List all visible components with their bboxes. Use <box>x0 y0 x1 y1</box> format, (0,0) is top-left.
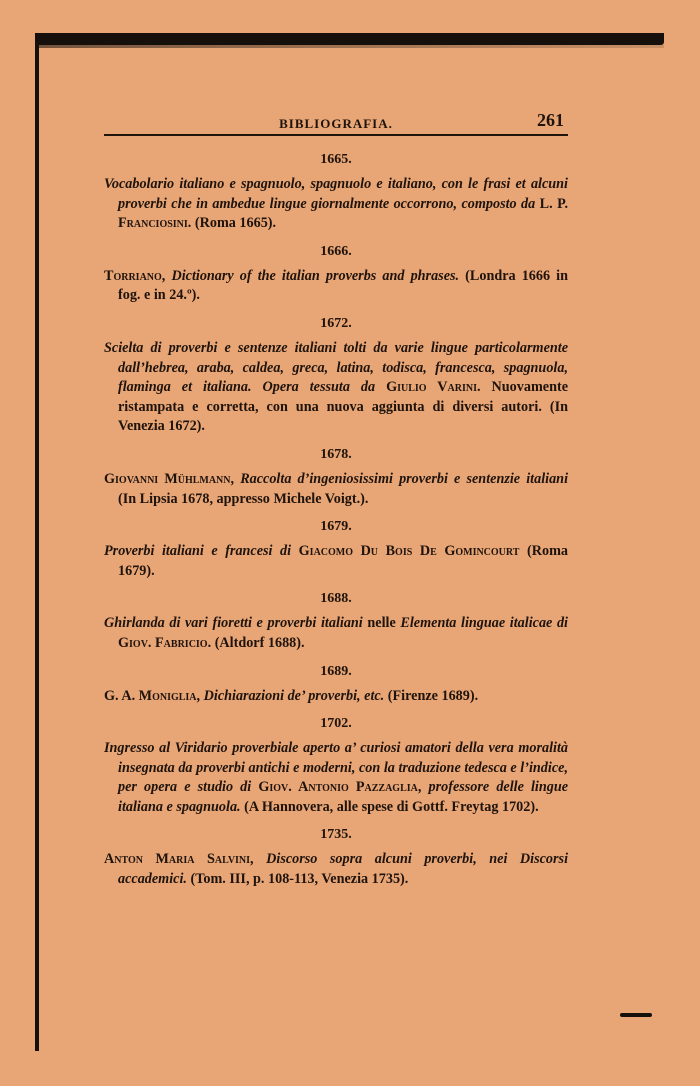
entry-note: (Roma 1665). <box>194 215 277 232</box>
year-heading: 1666. <box>320 243 352 259</box>
entry-title: Proverbi italiani e francesi di <box>104 543 292 560</box>
entry-title: Raccolta d’ingeniosissimi proverbi e sentenzie italiani <box>240 470 569 487</box>
entry-note: (Altdorf 1688). <box>214 634 305 651</box>
year-heading: 1689. <box>320 663 352 679</box>
entry-note: Nuovamente ristampata e corretta, con una nuova aggiunta di diversi autori. (In Venezia 1672). <box>118 379 568 435</box>
bibliography-entry <box>104 739 568 817</box>
year-heading: 1665. <box>320 152 352 167</box>
entry-connector: nelle <box>367 615 396 632</box>
entry-title: Discorso sopra alcuni proverbi, nei Discorsi accademici. <box>118 851 569 888</box>
scan-mark <box>620 1013 652 1017</box>
entry-title: Scielta di proverbi e sentenze italiani tolti da varie lingue particolarmente dall’hebrea, araba, caldea, greca, latina, todisca, francesca, spagnuola, flaminga et italiana. Opera tessuta da <box>104 339 568 396</box>
bibliography-entry <box>104 614 568 653</box>
page-body <box>104 100 568 890</box>
bibliography-entry <box>104 267 568 306</box>
entry-author: Torriano, <box>104 267 166 284</box>
year-heading: 1702. <box>320 716 352 732</box>
page-number: 261 <box>537 110 564 130</box>
running-title: BIBLIOGRAFIA. <box>279 116 393 131</box>
entry-title: Dictionary of the italian proverbs and phrases. <box>171 267 460 284</box>
bibliography-entry <box>104 850 568 889</box>
year-heading: 1679. <box>320 519 352 535</box>
entry-author: Giovanni Mühlmann, <box>104 470 235 487</box>
entry-title: Vocabolario italiano e spagnuolo, spagnuolo e italiano, con le frasi et alcuni proverbi che in ambedue lingue giornalmente occorrono, composto da <box>104 176 568 212</box>
entry-title: Dichiarazioni de’ proverbi, etc. <box>203 687 385 704</box>
year-heading: 1688. <box>320 591 352 607</box>
entry-note: (Tom. III, p. 108-113, Venezia 1735). <box>190 871 409 888</box>
entry-note: (Roma 1679). <box>118 543 568 579</box>
bibliography-entry <box>104 339 568 437</box>
bibliography-entry <box>104 470 568 509</box>
year-heading: 1678. <box>320 446 352 462</box>
scan-border-left <box>35 33 39 1051</box>
entry-title-secondary: Elementa linguae italicae di <box>400 615 569 632</box>
year-heading: 1735. <box>320 827 352 843</box>
bibliography-entry <box>104 175 568 234</box>
entry-author: Giacomo Du Bois De Gomincourt <box>298 543 520 560</box>
entry-note: (A Hannovera, alle spese di Gottf. Freytag 1702). <box>244 798 539 815</box>
entry-author: L. P. Franciosini. <box>118 195 568 232</box>
running-head <box>104 100 568 136</box>
bibliography-entry <box>104 687 568 707</box>
entry-note: (In Lipsia 1678, appresso Michele Voigt.). <box>118 490 369 507</box>
entry-note: (Firenze 1689). <box>387 687 479 704</box>
year-heading: 1672. <box>320 315 352 331</box>
entry-title: Ingresso al Viridario proverbiale aperto a’ curiosi amatori della vera moralità insegnata da proverbi antichi e moderni, con la traduzione tedesca e l’indice, per opera e studio di <box>104 740 568 796</box>
entry-title: Ghirlanda di vari fioretti e proverbi italiani <box>104 615 363 632</box>
entry-title-secondary: professore delle lingue italiana e spagnuola. <box>118 779 569 815</box>
entry-note: (Londra 1666 in fog. e in 24.º). <box>118 267 568 304</box>
scan-border-top <box>36 33 664 45</box>
bibliography-entry <box>104 542 568 581</box>
entry-author: Giulio Varini. <box>386 379 481 396</box>
entry-author: G. A. Moniglia, <box>104 687 201 704</box>
entry-author: Anton Maria Salvini, <box>104 851 254 868</box>
entry-author: Giov. Antonio Pazzaglia, <box>258 779 422 796</box>
entry-author: Giov. Fabricio. <box>118 634 212 651</box>
